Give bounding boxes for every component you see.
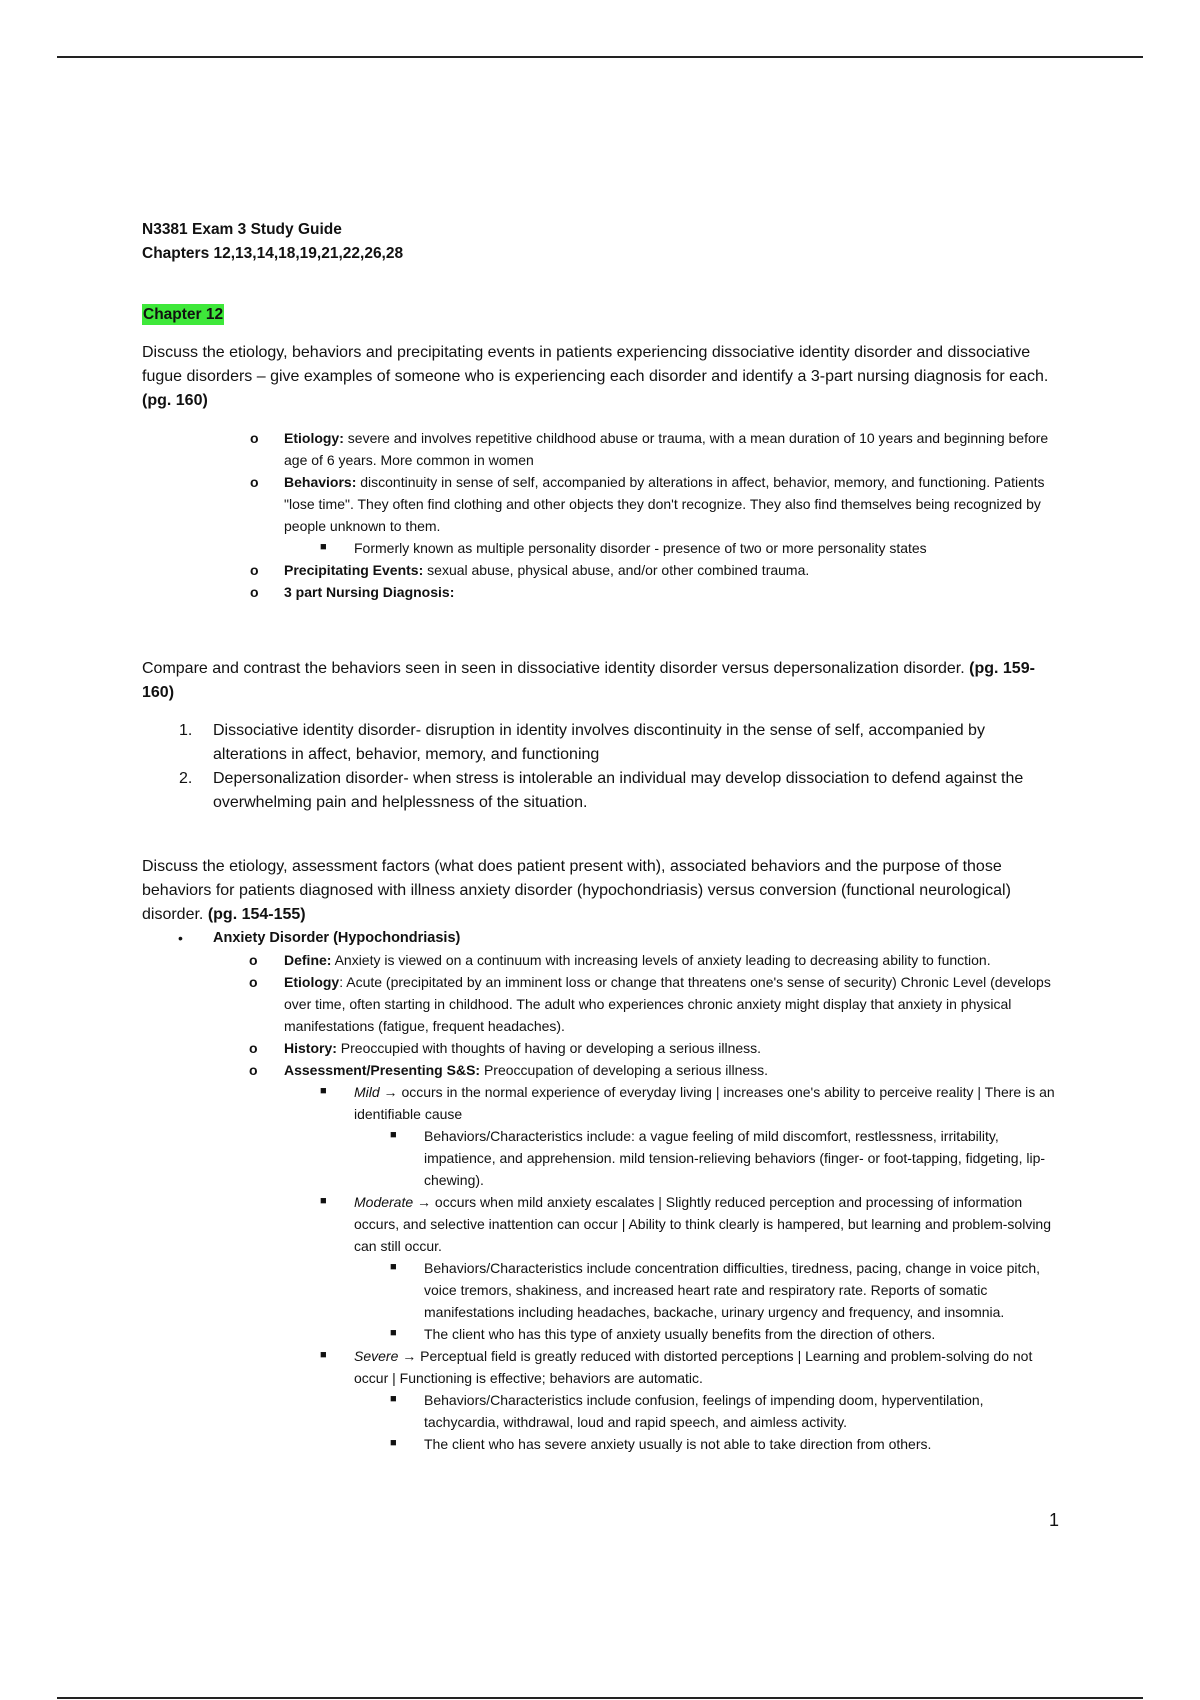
question-3-ref: (pg. 154-155) bbox=[207, 906, 306, 923]
list-item bbox=[142, 927, 1062, 1455]
item-label: Etiology: bbox=[284, 430, 344, 446]
list-item bbox=[213, 1125, 1062, 1191]
item-text: Formerly known as multiple personality disorder - presence of two or more personality states bbox=[354, 540, 927, 556]
list-item bbox=[142, 537, 1062, 559]
topic-heading: Anxiety Disorder (Hypochondriasis) bbox=[213, 930, 461, 946]
anxiety-levels-list bbox=[284, 1081, 1062, 1455]
item-text: Behaviors/Characteristics include confusion, feelings of impending doom, hyperventilation, tachycardia, withdrawal, loud and rapid speech, and aimless activity. bbox=[424, 1392, 984, 1430]
document-title: N3381 Exam 3 Study Guide bbox=[142, 221, 342, 238]
question-2-text: Compare and contrast the behaviors seen in seen in dissociative identity disorder versus depersonalization disorder. bbox=[142, 660, 970, 677]
square-bullet-icon: ■ bbox=[320, 1195, 327, 1207]
item-text: Behaviors/Characteristics include: a vague feeling of mild discomfort, restlessness, irritability, impatience, and apprehension. mild tension-relieving behaviors (finger- or foot-tapping, fidgeting, lip-chewing). bbox=[424, 1128, 1046, 1188]
circle-bullet-icon: o bbox=[250, 584, 259, 600]
item-label: Assessment/Presenting S&S: bbox=[284, 1062, 481, 1078]
list-item bbox=[142, 427, 1062, 471]
sub-list bbox=[354, 1389, 1062, 1455]
question-2-ref: (pg. 159-160) bbox=[142, 660, 1035, 701]
square-bullet-icon: ■ bbox=[390, 1327, 397, 1339]
sub-list bbox=[213, 949, 1062, 1455]
square-bullet-icon: ■ bbox=[320, 541, 327, 553]
circle-bullet-icon: o bbox=[249, 1062, 258, 1078]
level-label: Moderate bbox=[354, 1194, 414, 1210]
question-1-text: Discuss the etiology, behaviors and precipitating events in patients experiencing dissociative identity disorder and dissociative fugue disorders – give examples of someone who is experiencing each disorder and identify a 3-part nursing diagnosis for each. bbox=[142, 344, 1049, 385]
item-label: Behaviors: bbox=[284, 474, 357, 490]
item-number: 1. bbox=[179, 722, 193, 739]
item-label: History: bbox=[284, 1040, 337, 1056]
question-3-list bbox=[142, 927, 1062, 1455]
question-1 bbox=[142, 341, 1062, 413]
list-item bbox=[142, 581, 1062, 603]
page-content bbox=[142, 218, 1062, 1455]
question-3 bbox=[142, 855, 1062, 927]
item-text: The client who has this type of anxiety usually benefits from the direction of others. bbox=[424, 1326, 936, 1342]
item-text: Depersonalization disorder- when stress is intolerable an individual may develop dissociation to defend against the overwhelming pain and helplessness of the situation. bbox=[213, 770, 1024, 811]
circle-bullet-icon: o bbox=[250, 430, 259, 446]
list-item bbox=[213, 971, 1062, 1037]
list-item bbox=[213, 1191, 1062, 1345]
list-item bbox=[213, 1081, 1062, 1191]
item-text: sexual abuse, physical abuse, and/or other combined trauma. bbox=[423, 562, 810, 578]
question-3-text: Discuss the etiology, assessment factors (what does patient present with), associated behaviors and the purpose of those behaviors for patients diagnosed with illness anxiety disorder (hypochondriasis) versus conversion (functional neurological) disorder. bbox=[142, 858, 1011, 923]
item-text: Preoccupied with thoughts of having or developing a serious illness. bbox=[336, 1040, 762, 1056]
sub-list bbox=[284, 537, 1062, 559]
item-text: → occurs when mild anxiety escalates | Slightly reduced perception and processing of information occurs, and selective inattention can occur | Ability to think clearly is hampered, but learning and problem-solving can still occur. bbox=[354, 1194, 1052, 1254]
list-item bbox=[213, 1037, 1062, 1059]
list-item bbox=[142, 471, 1062, 559]
list-item bbox=[213, 1433, 1062, 1455]
question-2 bbox=[142, 657, 1062, 705]
item-label: Precipitating Events: bbox=[284, 562, 424, 578]
item-text: : Acute (precipitated by an imminent loss or change that threatens one's sense of security) Chronic Level (develops over time, often starting in childhood. The adult who experiences chronic anxiety might display that anxiety in physical manifestations (fatigue, frequent headaches). bbox=[284, 974, 1051, 1034]
item-text: → Perceptual field is greatly reduced with distorted perceptions | Learning and problem-solving do not occur | Functioning is effective; behaviors are automatic. bbox=[354, 1348, 1033, 1386]
item-label: 3 part Nursing Diagnosis: bbox=[284, 584, 455, 600]
item-text: → occurs in the normal experience of everyday living | increases one's ability to perceive reality | There is an identifiable cause bbox=[354, 1084, 1055, 1122]
circle-bullet-icon: o bbox=[249, 952, 258, 968]
question-1-list bbox=[142, 427, 1062, 603]
footer-rule bbox=[57, 1697, 1143, 1699]
chapters-line: Chapters 12,13,14,18,19,21,22,26,28 bbox=[142, 245, 404, 262]
list-item bbox=[213, 1059, 1062, 1455]
list-item bbox=[213, 1389, 1062, 1433]
list-item bbox=[142, 767, 1062, 815]
item-text: discontinuity in sense of self, accompanied by alterations in affect, behavior, memory, and functioning. Patients "lose time". They often find clothing and other objects they don't recognize. They also find themselves being recognized by people unknown to them. bbox=[284, 474, 1045, 534]
sub-list bbox=[354, 1257, 1062, 1345]
list-item bbox=[142, 719, 1062, 767]
circle-bullet-icon: o bbox=[250, 562, 259, 578]
square-bullet-icon: ■ bbox=[390, 1437, 397, 1449]
level-label: Mild bbox=[354, 1084, 380, 1100]
item-text: severe and involves repetitive childhood abuse or trauma, with a mean duration of 10 years and beginning before age of 6 years. More common in women bbox=[284, 430, 1049, 468]
circle-bullet-icon: o bbox=[250, 474, 259, 490]
sub-list bbox=[354, 1125, 1062, 1191]
dot-bullet-icon: • bbox=[178, 930, 183, 946]
square-bullet-icon: ■ bbox=[320, 1349, 327, 1361]
item-text: Behaviors/Characteristics include concentration difficulties, tiredness, pacing, change in voice pitch, voice tremors, shakiness, and increased heart rate and respiratory rate. Reports of somatic manifestations including headaches, backache, urinary urgency and frequency, and insomnia. bbox=[424, 1260, 1041, 1320]
list-item bbox=[142, 559, 1062, 581]
item-label: Define: bbox=[284, 952, 332, 968]
question-2-list bbox=[142, 719, 1062, 815]
chapter-heading: Chapter 12 bbox=[143, 306, 224, 323]
circle-bullet-icon: o bbox=[249, 974, 258, 990]
square-bullet-icon: ■ bbox=[320, 1085, 327, 1097]
item-label: Etiology bbox=[284, 974, 340, 990]
square-bullet-icon: ■ bbox=[390, 1393, 397, 1405]
question-1-ref: (pg. 160) bbox=[142, 392, 208, 409]
header-rule bbox=[57, 56, 1143, 58]
circle-bullet-icon: o bbox=[249, 1040, 258, 1056]
list-item bbox=[213, 949, 1062, 971]
list-item bbox=[213, 1257, 1062, 1323]
item-text: Dissociative identity disorder- disruption in identity involves discontinuity in the sense of self, accompanied by alterations in affect, behavior, memory, and functioning bbox=[213, 722, 985, 763]
level-label: Severe bbox=[354, 1348, 399, 1364]
item-text: The client who has severe anxiety usually is not able to take direction from others. bbox=[424, 1436, 932, 1452]
square-bullet-icon: ■ bbox=[390, 1261, 397, 1273]
item-number: 2. bbox=[179, 770, 193, 787]
item-text: Preoccupation of developing a serious illness. bbox=[480, 1062, 769, 1078]
list-item bbox=[213, 1323, 1062, 1345]
list-item bbox=[213, 1345, 1062, 1455]
page-number: 1 bbox=[1049, 1510, 1060, 1530]
item-text: Anxiety is viewed on a continuum with increasing levels of anxiety leading to decreasing ability to function. bbox=[331, 952, 991, 968]
square-bullet-icon: ■ bbox=[390, 1129, 397, 1141]
